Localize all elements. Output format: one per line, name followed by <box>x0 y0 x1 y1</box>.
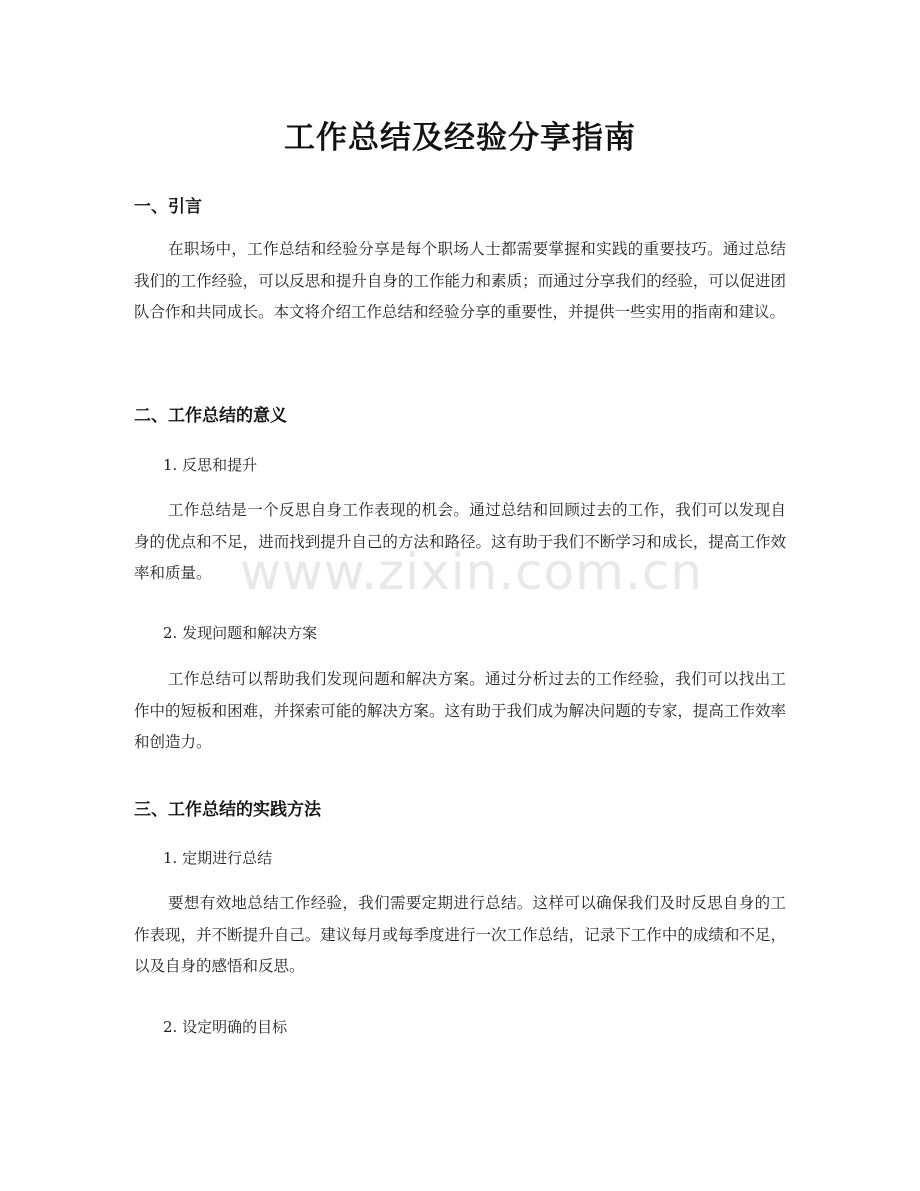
paragraph-reflect-improve: 工作总结是一个反思自身工作表现的机会。通过总结和回顾过去的工作，我们可以发现自身的优点和不足，进而找到提升自己的方法和路径。这有助于我们不断学习和成长，提高工作效率和质量。 <box>134 501 786 582</box>
paragraph-introduction: 在职场中，工作总结和经验分享是每个职场人士都需要掌握和实践的重要技巧。通过总结我们的工作经验，可以反思和提升自身的工作能力和素质；而通过分享我们的经验，可以促进团队合作和共同成长。本文将介绍工作总结和经验分享的重要性，并提供一些实用的指南和建议。 <box>134 240 786 321</box>
document-title: 工作总结及经验分享指南 <box>284 120 636 156</box>
subheading-regular-summary: 1. 定期进行总结 <box>163 849 273 867</box>
subheading-clear-goals: 2. 设定明确的目标 <box>163 1018 288 1036</box>
section-heading-significance: 二、工作总结的意义 <box>134 406 287 426</box>
paragraph-find-problems: 工作总结可以帮助我们发现问题和解决方案。通过分析过去的工作经验，我们可以找出工作中的短板和困难，并探索可能的解决方案。这有助于我们成为解决问题的专家，提高工作效率和创造力。 <box>134 670 786 751</box>
section-heading-practice: 三、工作总结的实践方法 <box>134 800 321 820</box>
paragraph-regular-summary: 要想有效地总结工作经验，我们需要定期进行总结。这样可以确保我们及时反思自身的工作表现，并不断提升自己。建议每月或每季度进行一次工作总结，记录下工作中的成绩和不足，以及自身的感悟和反思。 <box>134 894 786 975</box>
watermark-text: www.zixin.com.cn <box>240 543 704 601</box>
section-heading-introduction: 一、引言 <box>134 197 202 217</box>
subheading-find-problems: 2. 发现问题和解决方案 <box>163 624 318 642</box>
subheading-reflect-improve: 1. 反思和提升 <box>163 456 258 474</box>
